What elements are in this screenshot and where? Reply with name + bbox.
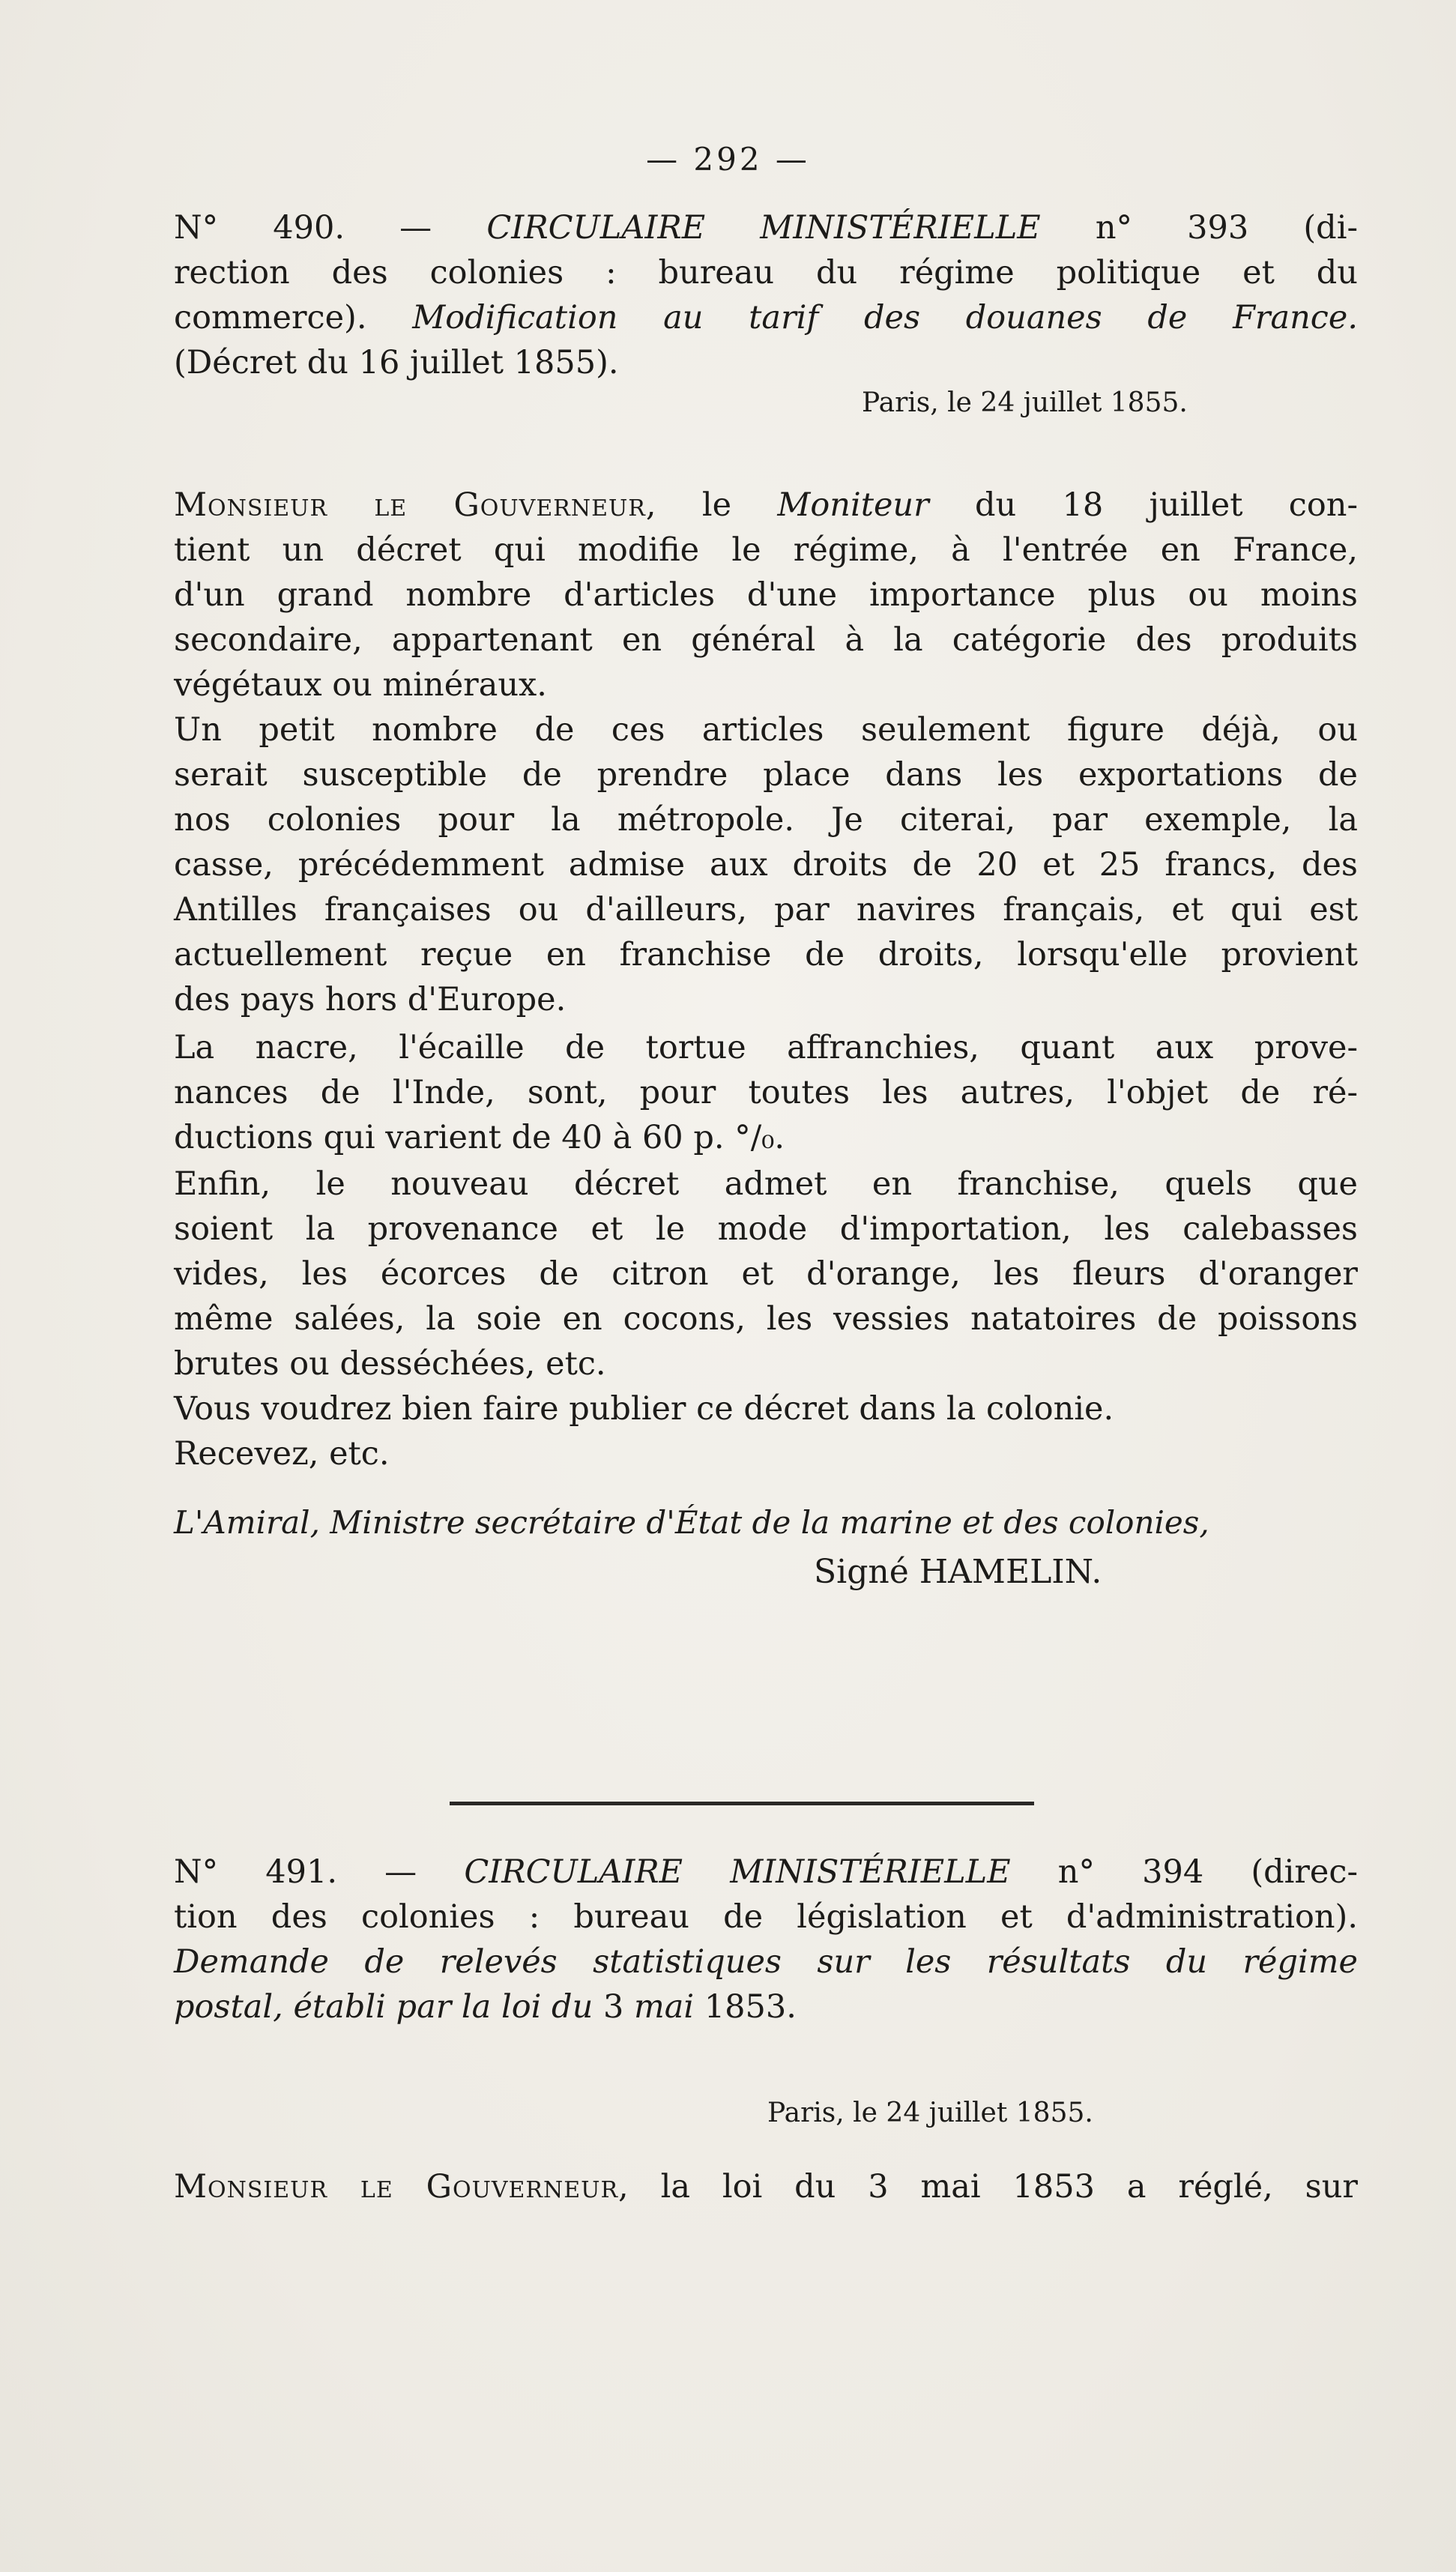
signature-hamelin: Signé HAMELIN. (814, 1553, 1102, 1591)
circular-490-heading-line-4: (Décret du 16 juillet 1855). (174, 344, 619, 381)
body-line-10: Antilles françaises ou d'ailleurs, par navires français, et qui est (174, 891, 1358, 929)
body-line-6: Un petit nombre de ces articles seulement figure déjà, ou (174, 711, 1358, 749)
circular-490-heading-line-2: rection des colonies : bureau du régime politique et du (174, 254, 1358, 292)
salutation: Monsieur le Gouverneur (174, 486, 646, 524)
body-line-18: vides, les écorces de citron et d'orange, les fleurs d'oranger (174, 1255, 1358, 1293)
closing-title: L'Amiral, Ministre secrétaire d'État de la marine et des colonies, (174, 1504, 1209, 1541)
body-line-1: Monsieur le Gouverneur, le Moniteur du 18 juillet con- (174, 486, 1358, 524)
circular-title: CIRCULAIRE MINISTÉRIELLE (464, 1853, 1011, 1891)
body-line-9: casse, précédemment admise aux droits de 20 et 25 francs, des (174, 846, 1358, 884)
circular-title: CIRCULAIRE MINISTÉRIELLE (486, 209, 1041, 247)
page-number: — 292 — (646, 141, 810, 178)
salutation: Monsieur le Gouverneur (174, 2168, 619, 2206)
body-line-17: soient la provenance et le mode d'importation, les calebasses (174, 1210, 1358, 1248)
circular-490-subject: Modification au tarif des douanes de France. (412, 299, 1358, 336)
body-line-5: végétaux ou minéraux. (174, 666, 547, 704)
body-line-7: serait susceptible de prendre place dans les exportations de (174, 756, 1358, 794)
circular-491-heading-line-1: N° 491. — CIRCULAIRE MINISTÉRIELLE n° 394 (direc- (174, 1853, 1358, 1891)
body-line-22: Recevez, etc. (174, 1435, 390, 1473)
body-line-3: d'un grand nombre d'articles d'une importance plus ou moins (174, 576, 1358, 614)
body-line-13: La nacre, l'écaille de tortue affranchies, quant aux prove- (174, 1029, 1358, 1066)
body-line-4: secondaire, appartenant en général à la catégorie des produits (174, 621, 1358, 659)
body-line-20: brutes ou desséchées, etc. (174, 1345, 606, 1383)
body-line-21: Vous voudrez bien faire publier ce décret dans la colonie. (174, 1390, 1114, 1428)
circular-490-heading-line-1: N° 490. — CIRCULAIRE MINISTÉRIELLE n° 393 (di- (174, 209, 1358, 247)
body-line-2: tient un décret qui modifie le régime, à l'entrée en France, (174, 531, 1358, 569)
body-line-14: nances de l'Inde, sont, pour toutes les autres, l'objet de ré- (174, 1074, 1358, 1111)
circular-491-body-line-1: Monsieur le Gouverneur, la loi du 3 mai 1853 a réglé, sur (174, 2168, 1358, 2206)
section-divider (450, 1802, 1034, 1805)
body-line-15: ductions qui varient de 40 à 60 p. °/₀. (174, 1119, 785, 1156)
circular-491-heading-line-4: postal, établi par la loi du 3 mai 1853. (174, 1988, 797, 2026)
circular-491-date: Paris, le 24 juillet 1855. (767, 2098, 1093, 2128)
body-line-16: Enfin, le nouveau décret admet en franchise, quels que (174, 1165, 1358, 1203)
body-line-19: même salées, la soie en cocons, les vessies natatoires de poissons (174, 1300, 1358, 1338)
circular-490-date: Paris, le 24 juillet 1855. (862, 387, 1188, 418)
body-line-11: actuellement reçue en franchise de droits, lorsqu'elle provient (174, 936, 1358, 973)
circular-490-heading-line-3: commerce). Modification au tarif des douanes de France. (174, 299, 1358, 336)
moniteur-reference: Moniteur (777, 486, 929, 524)
circular-491-heading-line-3: Demande de relevés statistiques sur les résultats du régime (174, 1943, 1358, 1981)
circular-491-heading-line-2: tion des colonies : bureau de législation et d'administration). (174, 1898, 1358, 1936)
body-line-8: nos colonies pour la métropole. Je citerai, par exemple, la (174, 801, 1358, 839)
body-line-12: des pays hors d'Europe. (174, 981, 567, 1018)
